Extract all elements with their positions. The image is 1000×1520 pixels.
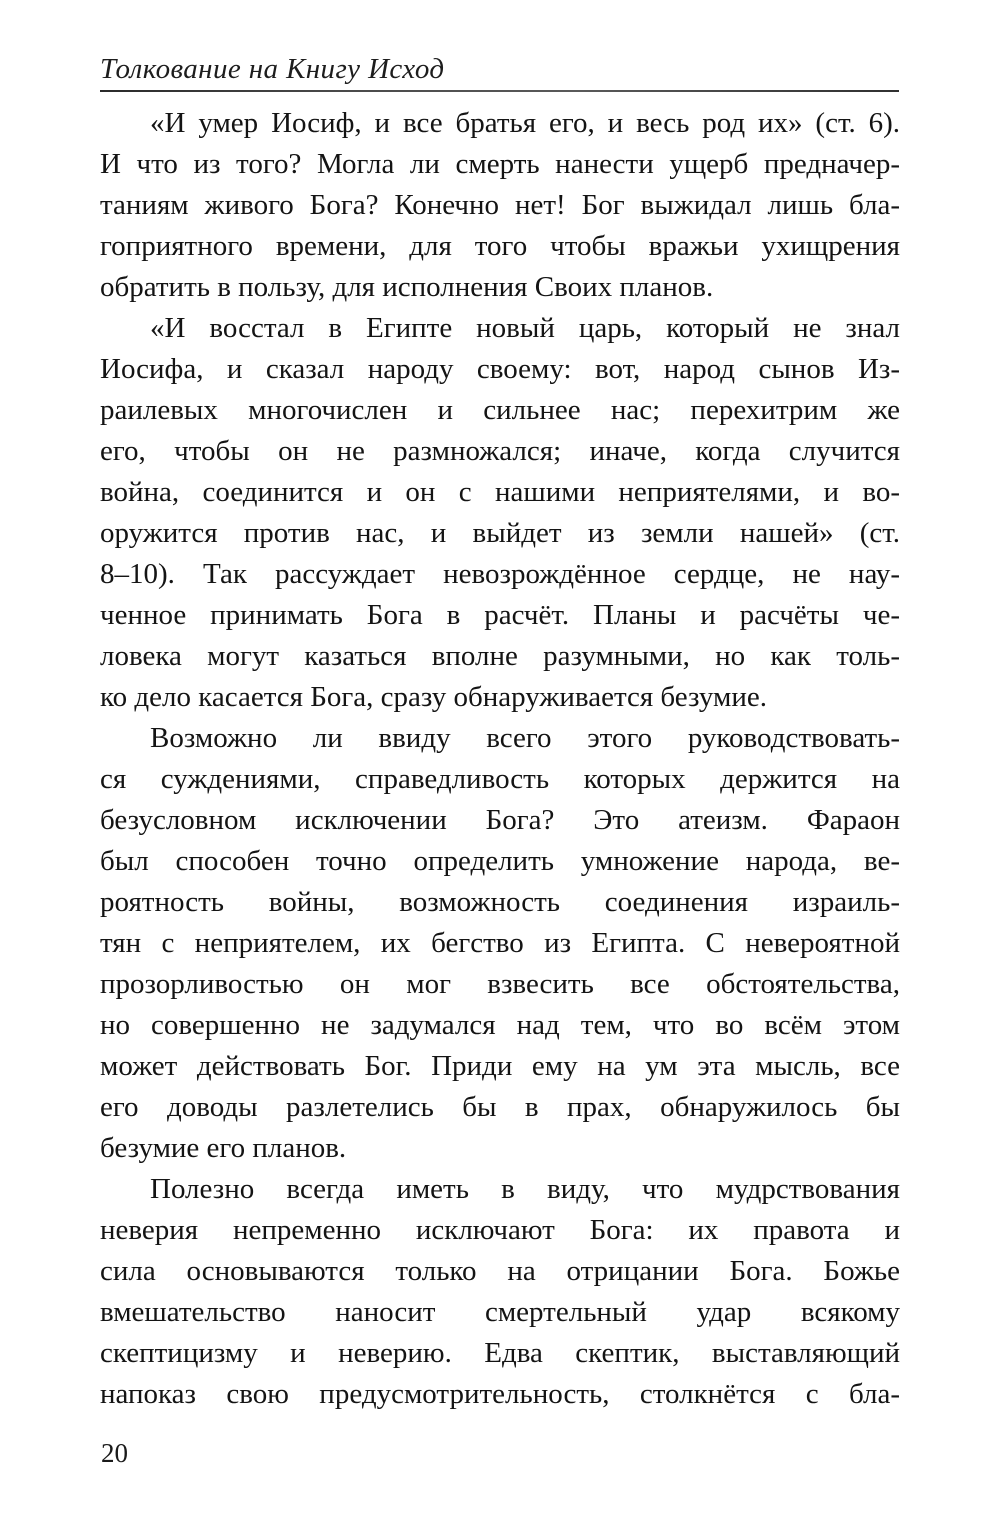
page-number: 20	[101, 1438, 128, 1468]
text-line: ловека могут казаться вполне разумными, но как толь-	[100, 640, 900, 672]
text-line: «И умер Иосиф, и все братья его, и весь род их» (ст. 6).	[150, 107, 900, 139]
text-line: роятность войны, возможность соединения израиль-	[100, 886, 900, 918]
paragraph	[100, 308, 900, 718]
text-line: но совершенно не задумался над тем, что во всём этом	[100, 1009, 900, 1041]
text-line: ко дело касается Бога, сразу обнаруживается безумие.	[100, 681, 767, 713]
header-rule	[100, 90, 899, 92]
paragraph	[100, 718, 900, 1169]
text-line: 8–10). Так рассуждает невозрождённое сердце, не нау-	[100, 558, 900, 590]
text-line: его, чтобы он не размножался; иначе, когда случится	[100, 435, 900, 467]
paragraph	[100, 103, 900, 308]
text-line: оружится против нас, и выйдет из земли нашей» (ст.	[100, 517, 900, 549]
text-line: раилевых многочислен и сильнее нас; перехитрим же	[100, 394, 900, 426]
text-line: может действовать Бог. Приди ему на ум эта мысль, все	[100, 1050, 900, 1082]
text-line: неверия непременно исключают Бога: их правота и	[100, 1214, 900, 1246]
text-line: война, соединится и он с нашими неприятелями, и во-	[100, 476, 900, 508]
text-line: тян с неприятелем, их бегство из Египта. С невероятной	[100, 927, 900, 959]
text-line: безусловном исключении Бога? Это атеизм. Фараон	[100, 804, 900, 836]
text-line: И что из того? Могла ли смерть нанести ущерб предначер-	[100, 148, 900, 180]
text-line: вмешательство наносит смертельный удар всякому	[100, 1296, 900, 1328]
text-line: Иосифа, и сказал народу своему: вот, народ сынов Из-	[100, 353, 900, 385]
text-line: гоприятного времени, для того чтобы вражьи ухищрения	[100, 230, 900, 262]
text-line: сила основываются только на отрицании Бога. Божье	[100, 1255, 900, 1287]
text-line: безумие его планов.	[100, 1132, 347, 1164]
text-line: обратить в пользу, для исполнения Своих планов.	[100, 271, 714, 303]
body-text	[100, 103, 900, 1415]
running-header: Толкование на Книгу Исход	[100, 53, 445, 85]
text-line: был способен точно определить умножение народа, ве-	[100, 845, 900, 877]
text-line: таниям живого Бога? Конечно нет! Бог выжидал лишь бла-	[100, 189, 900, 221]
text-line: ченное принимать Бога в расчёт. Планы и расчёты че-	[100, 599, 900, 631]
text-line: Возможно ли ввиду всего этого руководствовать-	[150, 722, 900, 754]
text-line: прозорливостью он мог взвесить все обстоятельства,	[100, 968, 900, 1000]
paragraph	[100, 1169, 900, 1415]
text-line: скептицизму и неверию. Едва скептик, выставляющий	[100, 1337, 900, 1369]
text-line: «И восстал в Египте новый царь, который не знал	[150, 312, 900, 344]
text-line: ся суждениями, справедливость которых держится на	[100, 763, 900, 795]
text-line: Полезно всегда иметь в виду, что мудрствования	[150, 1173, 900, 1205]
text-line: его доводы разлетелись бы в прах, обнаружилось бы	[100, 1091, 900, 1123]
text-line: напоказ свою предусмотрительность, столкнётся с бла-	[100, 1378, 900, 1410]
